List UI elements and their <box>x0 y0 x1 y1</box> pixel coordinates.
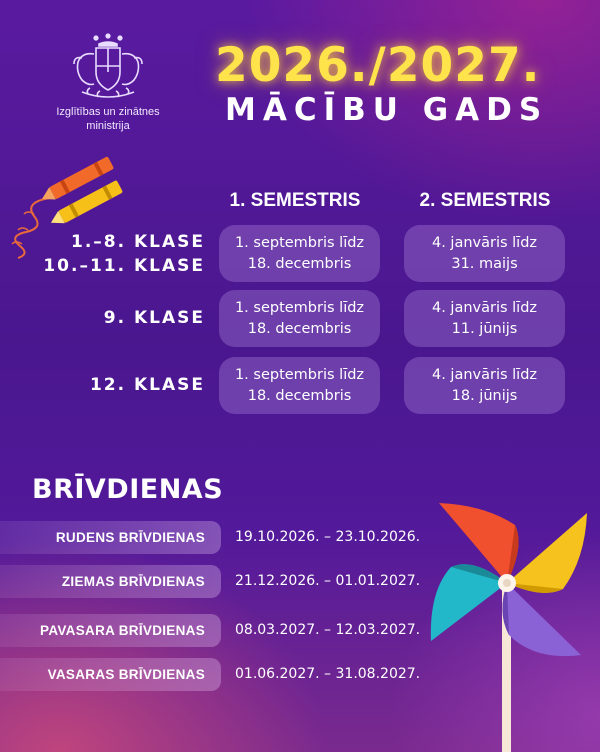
ministry-logo <box>48 32 168 142</box>
class-label-9: 9. KLASE <box>103 308 205 328</box>
period-end: 31. maijs <box>451 255 518 272</box>
semester-2-period <box>404 225 565 282</box>
holiday-row-autumn <box>0 521 440 554</box>
period-start: 1. septembris līdz <box>234 366 365 383</box>
school-year-title: 2026./2027. <box>215 38 541 93</box>
latvia-coat-of-arms-icon <box>68 32 148 102</box>
period-start: 4. janvāris līdz <box>431 366 538 383</box>
semester-1-period <box>219 225 380 282</box>
pinwheel-icon <box>425 495 600 752</box>
semester-1-period <box>219 357 380 414</box>
semester-2-period <box>404 290 565 347</box>
holiday-dates: 08.03.2027. – 12.03.2027. <box>235 622 421 638</box>
holiday-label: PAVASARA BRĪVDIENAS <box>0 614 221 647</box>
class-label-10-11: 10.–11. KLASE <box>43 256 205 276</box>
ministry-name-line1: Izglītības un zinātnes <box>56 106 160 118</box>
class-label-1-8: 1.–8. KLASE <box>70 232 205 252</box>
period-start: 1. septembris līdz <box>234 299 365 316</box>
class-label <box>43 230 205 278</box>
holiday-label: VASARAS BRĪVDIENAS <box>0 658 221 691</box>
holiday-dates: 01.06.2027. – 31.08.2027. <box>235 666 421 682</box>
holiday-row-summer <box>0 658 440 691</box>
ministry-name-line2: ministrija <box>86 120 130 132</box>
holiday-dates: 21.12.2026. – 01.01.2027. <box>235 573 421 589</box>
class-label-12: 12. KLASE <box>89 375 205 395</box>
school-year-subtitle: MĀCĪBU GADS <box>225 92 549 128</box>
period-end: 11. jūnijs <box>451 320 518 337</box>
semester-1-header: 1. SEMESTRIS <box>229 190 361 211</box>
semester-1-period <box>219 290 380 347</box>
semester-2-period <box>404 357 565 414</box>
period-start: 4. janvāris līdz <box>431 234 538 251</box>
holiday-dates: 19.10.2026. – 23.10.2026. <box>235 529 421 545</box>
period-start: 1. septembris līdz <box>234 234 365 251</box>
holiday-label: RUDENS BRĪVDIENAS <box>0 521 221 554</box>
period-end: 18. decembris <box>247 255 352 272</box>
period-end: 18. jūnijs <box>451 387 518 404</box>
period-end: 18. decembris <box>247 387 352 404</box>
holiday-row-winter <box>0 565 440 598</box>
period-start: 4. janvāris līdz <box>431 299 538 316</box>
semester-2-header: 2. SEMESTRIS <box>419 190 551 211</box>
holiday-label: ZIEMAS BRĪVDIENAS <box>0 565 221 598</box>
holidays-title: BRĪVDIENAS <box>32 474 224 505</box>
holiday-row-spring <box>0 614 440 647</box>
period-end: 18. decembris <box>247 320 352 337</box>
